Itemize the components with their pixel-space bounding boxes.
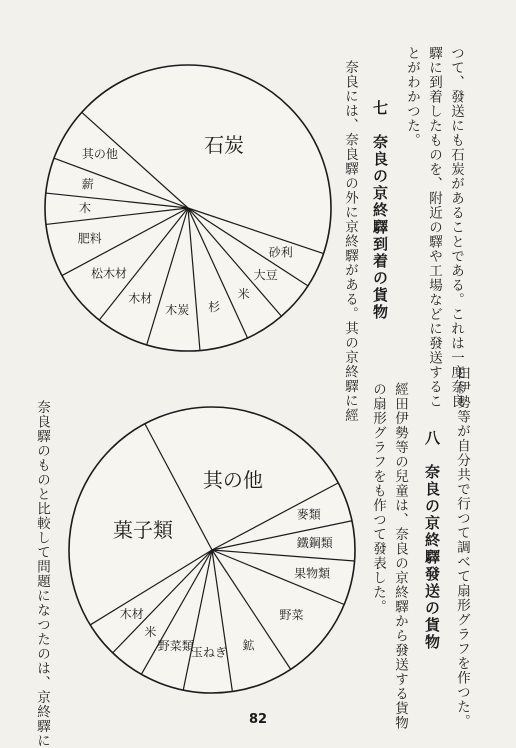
section-8-continuation: 田伊勢等が自分共で行つて調べて扇形グラフを作つた。 xyxy=(454,366,470,729)
pie1-slice-label-10: 薪 xyxy=(81,176,94,191)
page-number: 82 xyxy=(248,712,268,727)
pie2-slice-label-1: 麥類 xyxy=(296,507,321,522)
top-paragraph-line-3: とがわかつた。 xyxy=(404,46,420,148)
pie1-slice-label-9: 木 xyxy=(79,201,92,216)
pie-chart-dispatch xyxy=(62,400,362,700)
top-paragraph-line-2: 驛に到着したものを、附近の驛や工場などに發送するこ xyxy=(426,46,442,409)
section-7-text: 奈良には、奈良驛の外に京終驛がある。其の京終驛に經 xyxy=(342,60,358,423)
bottom-paragraph-line-1: 奈良驛のものと比較して問題になつたのは、京終驛に xyxy=(34,400,50,748)
pie-chart-arrival xyxy=(38,58,338,358)
pie1-slice-label-3: 米 xyxy=(237,287,250,302)
pie1-slice-label-8: 肥料 xyxy=(77,231,102,246)
pie2-slice-label-6: 玉ねぎ xyxy=(190,645,227,660)
pie1-slice-label-7: 松木材 xyxy=(91,266,128,281)
section-7-heading: 七 奈良の京終驛到着の貨物 xyxy=(371,100,389,321)
pie2-slice-label-10: 菓子類 xyxy=(113,517,174,542)
section-8-text-line-2: の扇形グラフをも作つて發表した。 xyxy=(370,382,386,614)
pie2-slice-label-2: 鐵鋼類 xyxy=(296,535,333,550)
top-paragraph-line-1: つて、發送にも石炭があることである。これは一度奈良 xyxy=(448,46,464,409)
pie2-slice-label-8: 米 xyxy=(144,624,157,639)
pie1-slice-label-2: 大豆 xyxy=(253,268,278,283)
pie1-slice-label-11: 其の他 xyxy=(81,147,118,162)
pie2-slice-label-0: 其の他 xyxy=(202,468,263,493)
pie1-slice-label-5: 木炭 xyxy=(165,302,190,317)
pie1-slice-label-4: 杉 xyxy=(208,300,221,315)
pie2-slice-label-4: 野菜 xyxy=(279,607,304,622)
pie2-slice-label-5: 鉱 xyxy=(242,638,255,653)
pie1-slice-label-6: 木材 xyxy=(128,291,153,306)
section-8-heading: 八 奈良の京終驛發送の貨物 xyxy=(423,430,441,651)
pie1-slice-label-1: 砂利 xyxy=(268,245,293,260)
pie2-slice-label-7: 野菜類 xyxy=(157,638,194,653)
pie1-slice-label-0: 石炭 xyxy=(204,132,245,157)
section-8-text-line-1: 經田伊勢等の兒童は、奈良の京終驛から發送する貨物 xyxy=(392,382,408,730)
pie2-slice-label-9: 木材 xyxy=(119,607,144,622)
pie2-slice-label-3: 果物類 xyxy=(294,566,331,581)
